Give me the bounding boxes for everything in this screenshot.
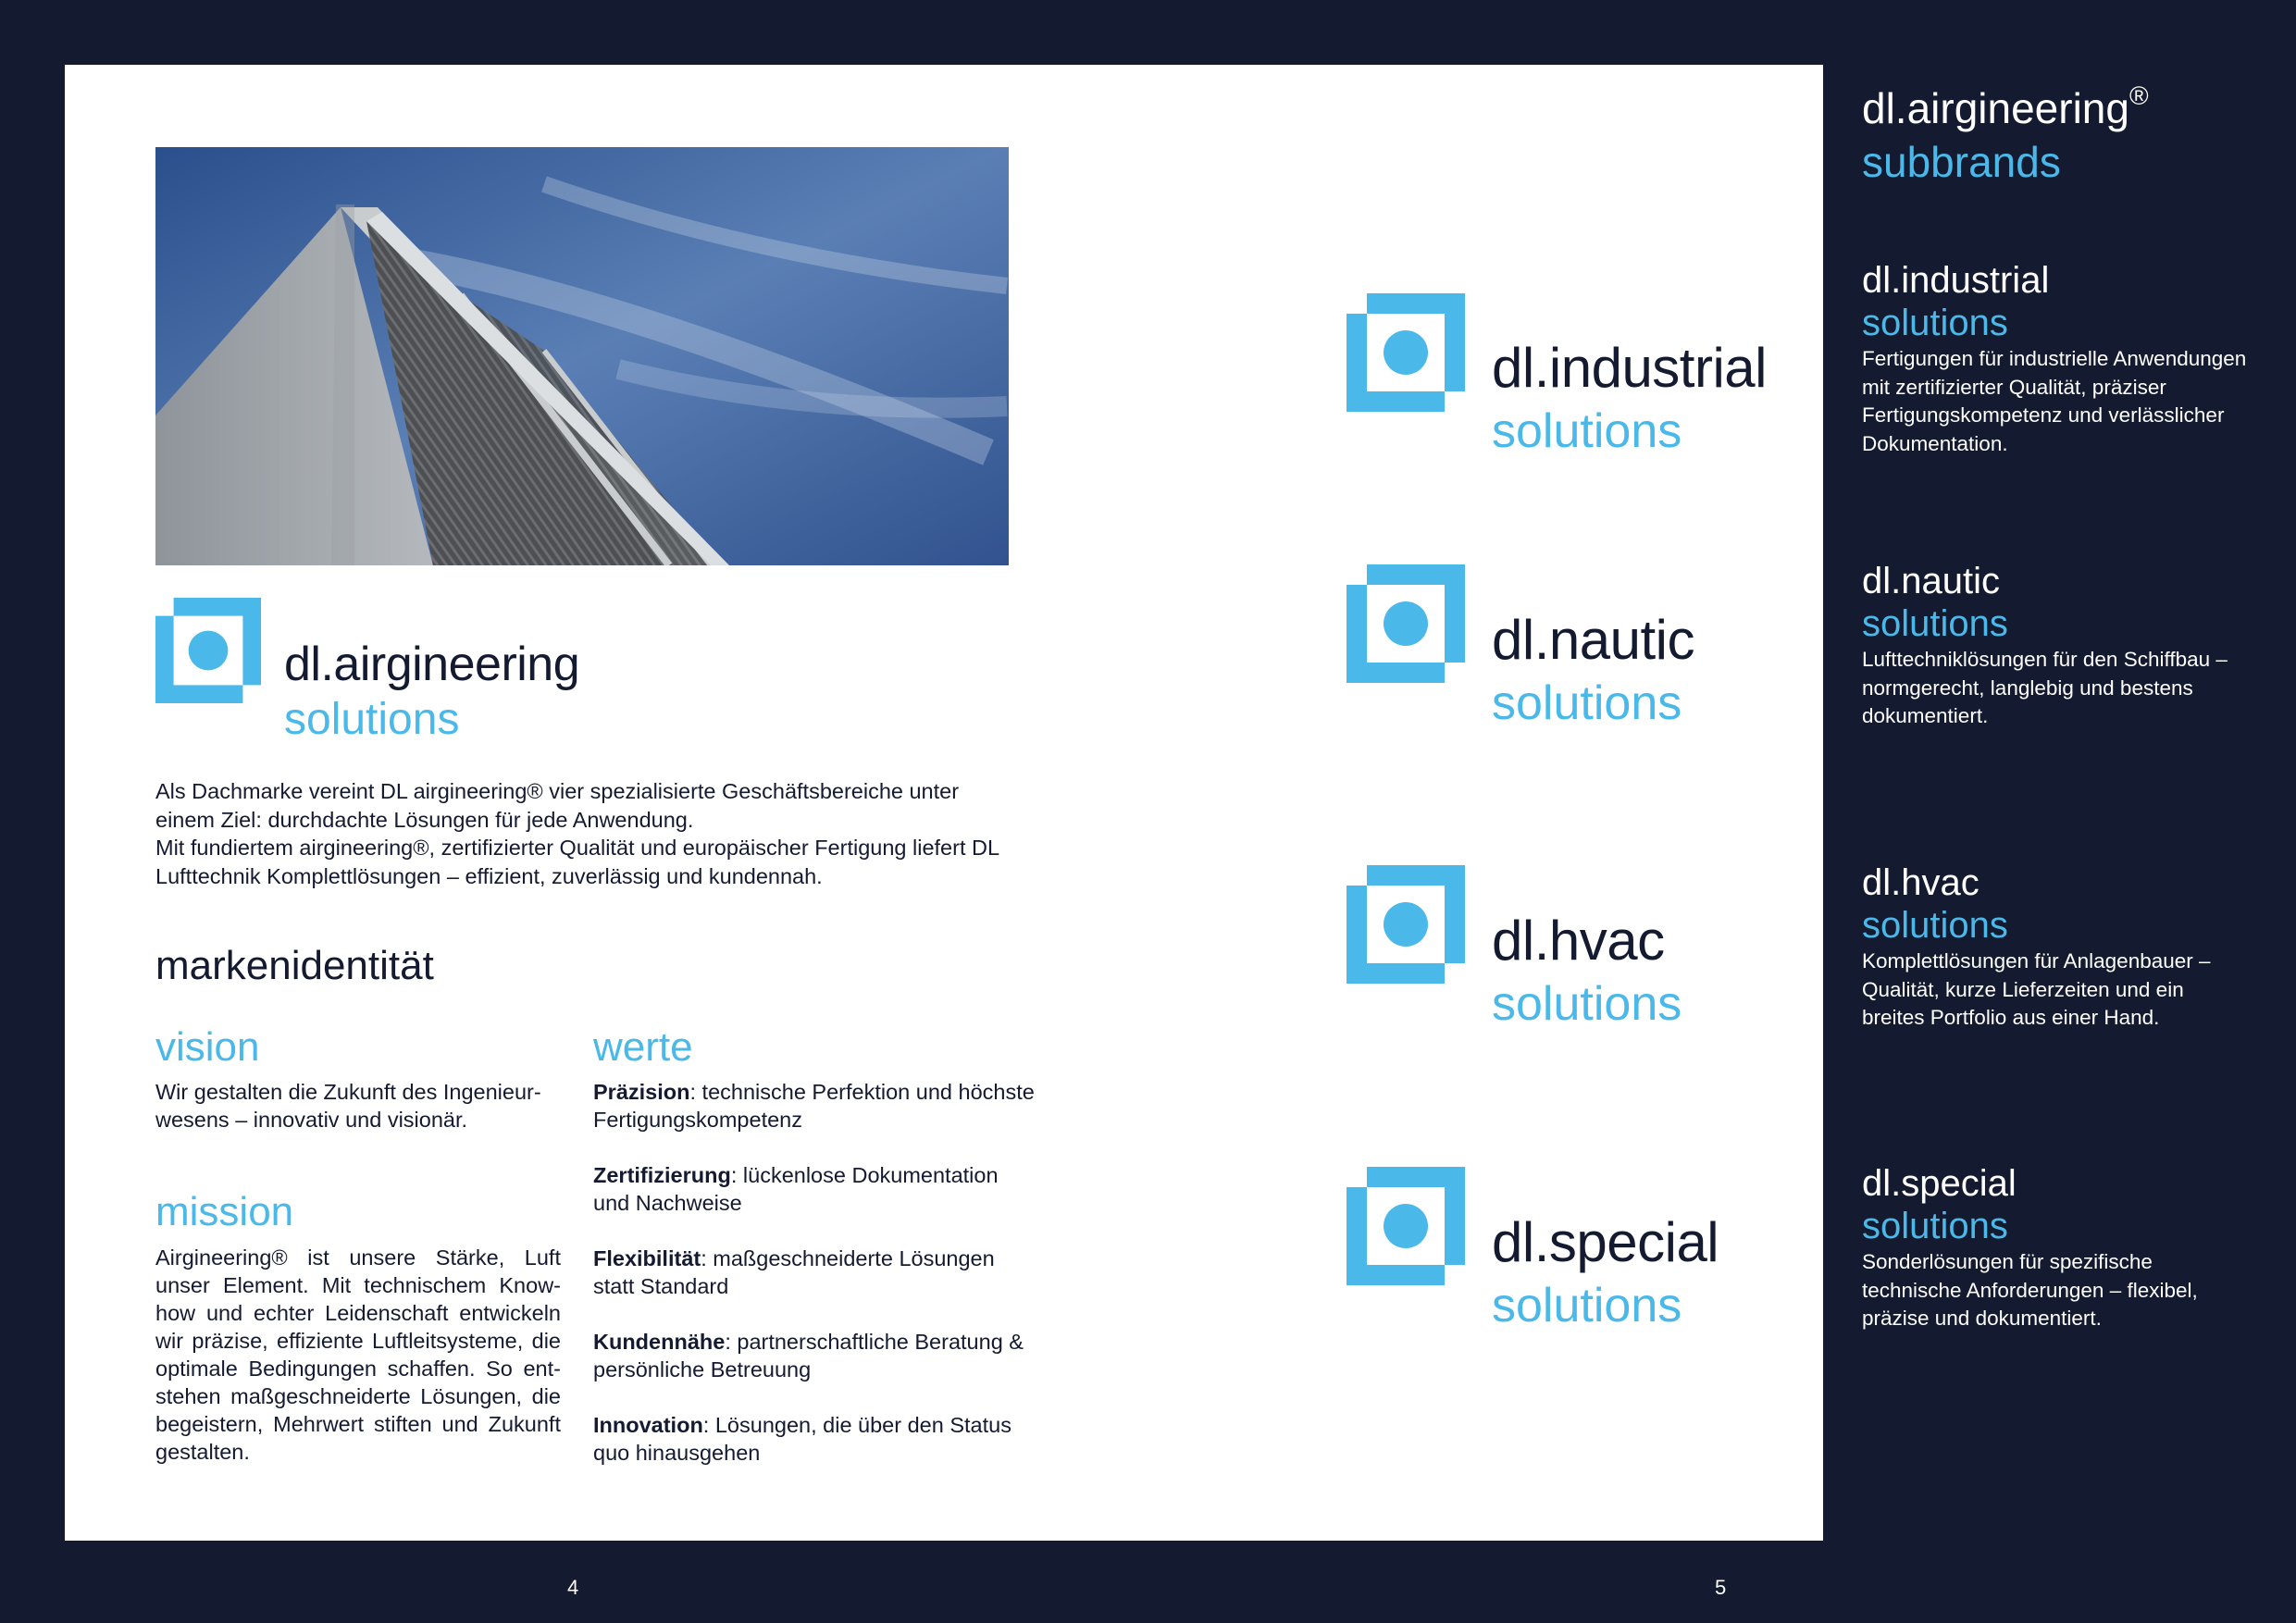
werte-term: Präzision xyxy=(593,1080,690,1104)
sidebar-item-nautic xyxy=(1862,563,2251,731)
sidebar-title-text: dl.airgineering xyxy=(1862,84,2129,132)
hvac-logo-name: dl.hvac xyxy=(1492,910,1665,972)
page-number-right: 5 xyxy=(1715,1576,1727,1599)
werte-item xyxy=(593,1245,1037,1300)
intro-line-1: Als Dachmarke vereint DL airgineering® vier spezialisierte Geschäftsbereiche unter einem Ziel: durchdachte Lösungen für jede Anwendung. xyxy=(155,779,960,832)
intro-text xyxy=(155,777,1016,890)
nautic-logo-icon xyxy=(1347,564,1465,683)
werte-desc: : technische Perfektion und höchste Fertigungskompetenz xyxy=(593,1080,1035,1132)
special-logo-name: dl.special xyxy=(1492,1211,1719,1273)
hero-building-photo xyxy=(155,147,1009,565)
werte-desc: : partnerschaftliche Beratung & persönliche Betreuung xyxy=(593,1330,1024,1381)
sidebar-subtitle: subbrands xyxy=(1862,138,2061,186)
sidebar-item-desc: Fertigungen für industrielle Anwendungen mit zertifizierter Qualität, präziser Fertigungskompetenz und verlässlicher Dokumentation. xyxy=(1862,347,2247,455)
industrial-logo-sub: solutions xyxy=(1492,404,1682,458)
werte-item xyxy=(593,1078,1037,1134)
werte-desc: : maßgeschneiderte Lösungen statt Standard xyxy=(593,1246,995,1298)
sidebar-item-sub: solutions xyxy=(1862,905,2008,946)
registered-mark: ® xyxy=(2128,81,2149,110)
sidebar-item-name: dl.industrial xyxy=(1862,260,2050,301)
werte-item xyxy=(593,1161,1037,1217)
sidebar-item-special xyxy=(1862,1165,2251,1333)
hvac-logo-sub: solutions xyxy=(1492,977,1682,1031)
werte-term: Zertifizierung xyxy=(593,1163,731,1187)
sidebar-item-desc: Sonderlösungen für spezifische technische Anforderungen – flexibel, präzise und dokumentiert. xyxy=(1862,1250,2198,1330)
werte-list xyxy=(593,1078,1037,1494)
werte-item xyxy=(593,1411,1037,1467)
sidebar-item-name: dl.nautic xyxy=(1862,561,2000,601)
identity-heading: markenidentität xyxy=(155,943,434,988)
hvac-logo-icon xyxy=(1347,865,1465,984)
airgineering-logo-icon xyxy=(155,598,261,703)
werte-term: Flexibilität xyxy=(593,1246,701,1270)
sidebar-item-desc: Lufttechniklösungen für den Schiffbau – normgerecht, langlebig und bestens dokumentiert. xyxy=(1862,648,2228,727)
sidebar-item-hvac xyxy=(1862,864,2251,1033)
sidebar-item-name: dl.hvac xyxy=(1862,862,1980,903)
nautic-logo-name: dl.nautic xyxy=(1492,609,1694,671)
vision-heading: vision xyxy=(155,1024,260,1070)
werte-term: Innovation xyxy=(593,1413,703,1437)
industrial-logo-icon xyxy=(1347,293,1465,412)
werte-desc: : Lösungen, die über den Status quo hinausgehen xyxy=(593,1413,1011,1465)
page-number-left: 4 xyxy=(567,1576,579,1599)
intro-line-2: Mit fundiertem airgineering®, zertifizierter Qualität und europäischer Fertigung liefert DL Lufttechnik Komplettlösungen – effizient, zuverlässig und kundennah. xyxy=(155,836,999,888)
werte-item xyxy=(593,1328,1037,1383)
special-logo-icon xyxy=(1347,1167,1465,1285)
main-brand-name: dl.airgineering xyxy=(284,638,580,691)
main-brand-sub: solutions xyxy=(284,695,460,744)
sidebar-item-name: dl.special xyxy=(1862,1163,2017,1204)
special-logo-sub: solutions xyxy=(1492,1279,1682,1332)
mission-text: Airgineering® ist unsere Stärke, Luft unser Element. Mit technischem Know-how und echter Leidenschaft entwickeln wir präzise, effiziente Luftleitsysteme, die optimale Bedingungen schaffen. So entstehen maßgeschneiderte Lösungen, die begeistern, Mehrwert stiften und Zukunft gestalten. xyxy=(155,1245,561,1464)
nautic-logo-sub: solutions xyxy=(1492,676,1682,730)
sidebar-item-sub: solutions xyxy=(1862,603,2008,644)
vision-text: Wir gestalten die Zukunft des Ingenieurwesens – innovativ und visionär. xyxy=(155,1080,541,1132)
werte-term: Kundennähe xyxy=(593,1330,726,1354)
sidebar-item-industrial xyxy=(1862,262,2251,458)
werte-desc: : lückenlose Dokumentation und Nachweise xyxy=(593,1163,999,1215)
sidebar-item-desc: Komplettlösungen für Anlagenbauer – Qualität, kurze Lieferzeiten und ein breites Portfolio aus einer Hand. xyxy=(1862,949,2211,1029)
sidebar-title xyxy=(1862,81,2149,132)
sidebar-item-sub: solutions xyxy=(1862,1206,2008,1246)
industrial-logo-name: dl.industrial xyxy=(1492,337,1767,399)
werte-heading: werte xyxy=(593,1024,693,1070)
mission-heading: mission xyxy=(155,1189,294,1234)
sidebar-item-sub: solutions xyxy=(1862,303,2008,343)
